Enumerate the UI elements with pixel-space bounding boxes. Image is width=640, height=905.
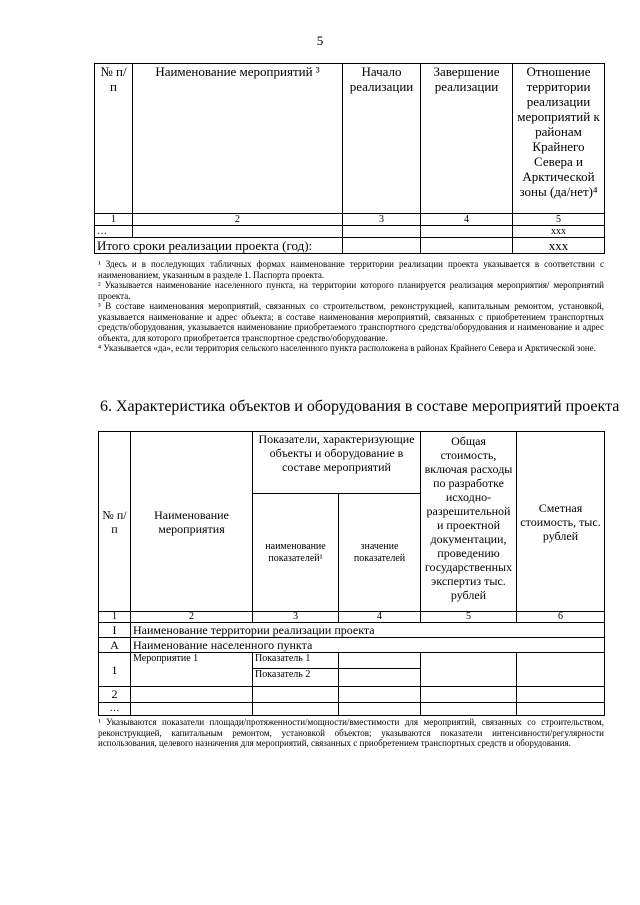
row-num: 1 [99, 653, 131, 687]
footnote: ¹ Указываются показатели площади/протяженности/мощности/вместимости для мероприятий, связанных со строительством, реконструкцией, капитальным ремонтом, установкой объектов; указываются показатели интенсивности/регулярности использования, целевого назначения для мероприятий, связанных с приобретением транспортных средств и оборудования. [98, 717, 604, 748]
row-num: 2 [99, 687, 131, 703]
footnotes-2 [98, 717, 604, 749]
header-indicators: Показатели, характеризующие объекты и оборудование в составе мероприятий [253, 432, 421, 494]
index-cell: 3 [343, 214, 421, 226]
index-cell: 6 [517, 612, 605, 623]
index-cell: 2 [131, 612, 253, 623]
header-arctic: Отношение территории реализации мероприятий к районам Крайнего Севера и Арктической зоны (да/нет)⁴ [513, 64, 605, 214]
page-number: 5 [316, 33, 324, 48]
objects-table [98, 431, 605, 716]
index-cell: 2 [133, 214, 343, 226]
header-indicator-name: наименование показателей¹ [253, 494, 339, 612]
footnote: ⁴ Указывается «да», если территория сельского населенного пункта расположена в районах Крайнего Севера и Арктической зоне. [98, 343, 596, 353]
index-cell: 1 [95, 214, 133, 226]
row-num: … [99, 703, 131, 716]
arctic-cell: ххх [513, 226, 605, 238]
territory-label: Наименование территории реализации проекта [131, 623, 605, 638]
footnotes-1 [98, 259, 604, 354]
header-total-cost: Общая стоимость, включая расходы по разработке исходно-разрешительной и проектной документации, проведению государственных экспертиз тыс. рублей [421, 432, 517, 612]
section-title: 6. Характеристика объектов и оборудования в составе мероприятий проекта [100, 398, 620, 415]
header-event-name: Наименование мероприятия [131, 432, 253, 612]
timeline-table [94, 63, 605, 254]
header-indicator-value: значение показателей [339, 494, 421, 612]
territory-num: I [99, 623, 131, 638]
footnote: ³ В составе наименования мероприятий, связанных со строительством, реконструкцией, капитальным ремонтом, установкой, указывается наименование и адрес объекта; в составе наименования мероприятий, связанных с приобретением транспортных средств/оборудования, указывается наименование приобретаемого транспортного средства/оборудования и наименование и адрес объекта, для которого приобретается транспортное средство/оборудование. [98, 301, 604, 343]
index-cell: 4 [421, 214, 513, 226]
settlement-num: А [99, 638, 131, 653]
header-num: № п/п [95, 64, 133, 214]
index-cell: 4 [339, 612, 421, 623]
dots-cell: … [95, 226, 133, 238]
header-event-name: Наименование мероприятий ³ [133, 64, 343, 214]
event-name: Мероприятие 1 [131, 653, 253, 687]
total-label: Итого сроки реализации проекта (год): [95, 238, 343, 254]
total-arctic-cell: ххх [513, 238, 605, 254]
index-cell: 1 [99, 612, 131, 623]
index-cell: 5 [513, 214, 605, 226]
index-cell: 3 [253, 612, 339, 623]
header-start: Начало реализации [343, 64, 421, 214]
indicator-name: Показатель 2 [253, 669, 339, 687]
settlement-label: Наименование населенного пункта [131, 638, 605, 653]
footnote: ² Указывается наименование населенного пункта, на территории которого планируется реализация мероприятия/ мероприятий проекта. [98, 280, 604, 301]
header-estimate: Сметная стоимость, тыс. рублей [517, 432, 605, 612]
footnote: ¹ Здесь и в последующих табличных формах наименование территории реализации проекта указывается в соответствии с наименованием, указанным в разделе 1. Паспорта проекта. [98, 259, 604, 280]
index-cell: 5 [421, 612, 517, 623]
header-end: Завершение реализации [421, 64, 513, 214]
header-num: № п/п [99, 432, 131, 612]
indicator-name: Показатель 1 [253, 653, 339, 669]
